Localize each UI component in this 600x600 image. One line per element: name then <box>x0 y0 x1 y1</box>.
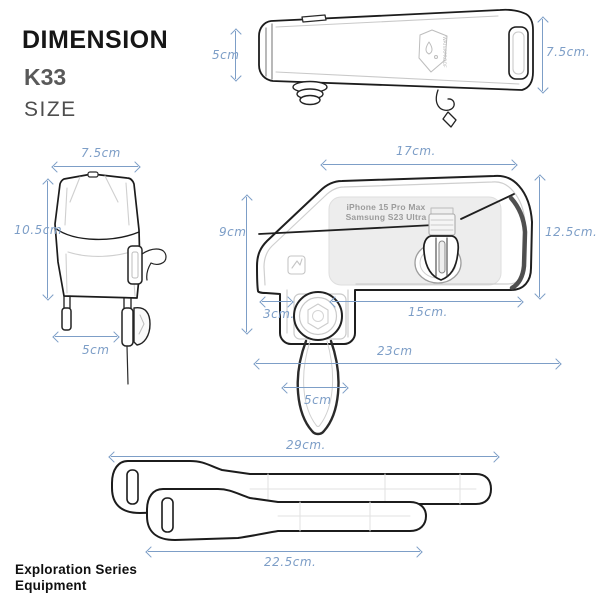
side-view-base-length-arrow <box>332 301 521 302</box>
long-strap-arrow <box>111 456 497 457</box>
front-view-base-label: 5cm <box>82 343 110 357</box>
side-view-back-height-arrow <box>539 177 540 297</box>
cord-toggle-drawing <box>436 90 456 127</box>
short-strap-label: 22.5cm. <box>264 555 317 569</box>
side-view-front-height-label: 9cm <box>219 225 247 239</box>
front-view-drawing <box>55 172 166 384</box>
side-view-base-length-label: 15cm. <box>408 305 448 319</box>
top-view-height-label: 5cm <box>212 48 240 62</box>
model-name: K33 <box>24 64 67 90</box>
front-view-width-label: 7.5cm <box>81 146 121 160</box>
front-view-base-arrow <box>55 336 117 337</box>
side-view-top-length-arrow <box>323 164 515 165</box>
side-view-mount-inset-label: 3cm. <box>263 307 295 321</box>
front-view-height-arrow <box>47 181 48 298</box>
side-view-total-length-label: 23cm <box>377 344 413 358</box>
top-view-end-height-arrow <box>542 19 543 91</box>
page-subtitle: SIZE <box>24 98 77 121</box>
short-strap-arrow <box>148 551 420 552</box>
top-view-drawing <box>259 10 533 127</box>
top-view-end-height-label: 7.5cm. <box>546 45 591 59</box>
footer-line2: Equipment <box>15 578 87 593</box>
side-view-front-height-arrow <box>246 197 247 332</box>
side-view-total-length-arrow <box>256 363 559 364</box>
phone-compat-line2: Samsung S23 Ultra <box>345 211 427 222</box>
phone-compat-text <box>330 203 442 222</box>
front-view-height-label: 10.5cm <box>14 223 63 237</box>
side-view-back-height-label: 12.5cm. <box>545 225 598 239</box>
side-view-mount-inset-arrow <box>262 301 291 302</box>
page-title: DIMENSION <box>22 26 169 54</box>
phone-compat-line1: iPhone 15 Pro Max <box>346 202 426 212</box>
straps-drawing <box>112 461 491 540</box>
side-view-loop-width-arrow <box>284 387 346 388</box>
footer-line1: Exploration Series <box>15 562 138 577</box>
side-view-top-length-label: 17cm. <box>396 144 436 158</box>
side-view-loop-width-label: 5cm <box>304 393 332 407</box>
long-strap-label: 29cm. <box>286 438 326 452</box>
front-view-width-arrow <box>54 166 138 167</box>
waterproof-label: WATERPROOF <box>441 36 446 68</box>
valve-drawing <box>293 82 327 105</box>
